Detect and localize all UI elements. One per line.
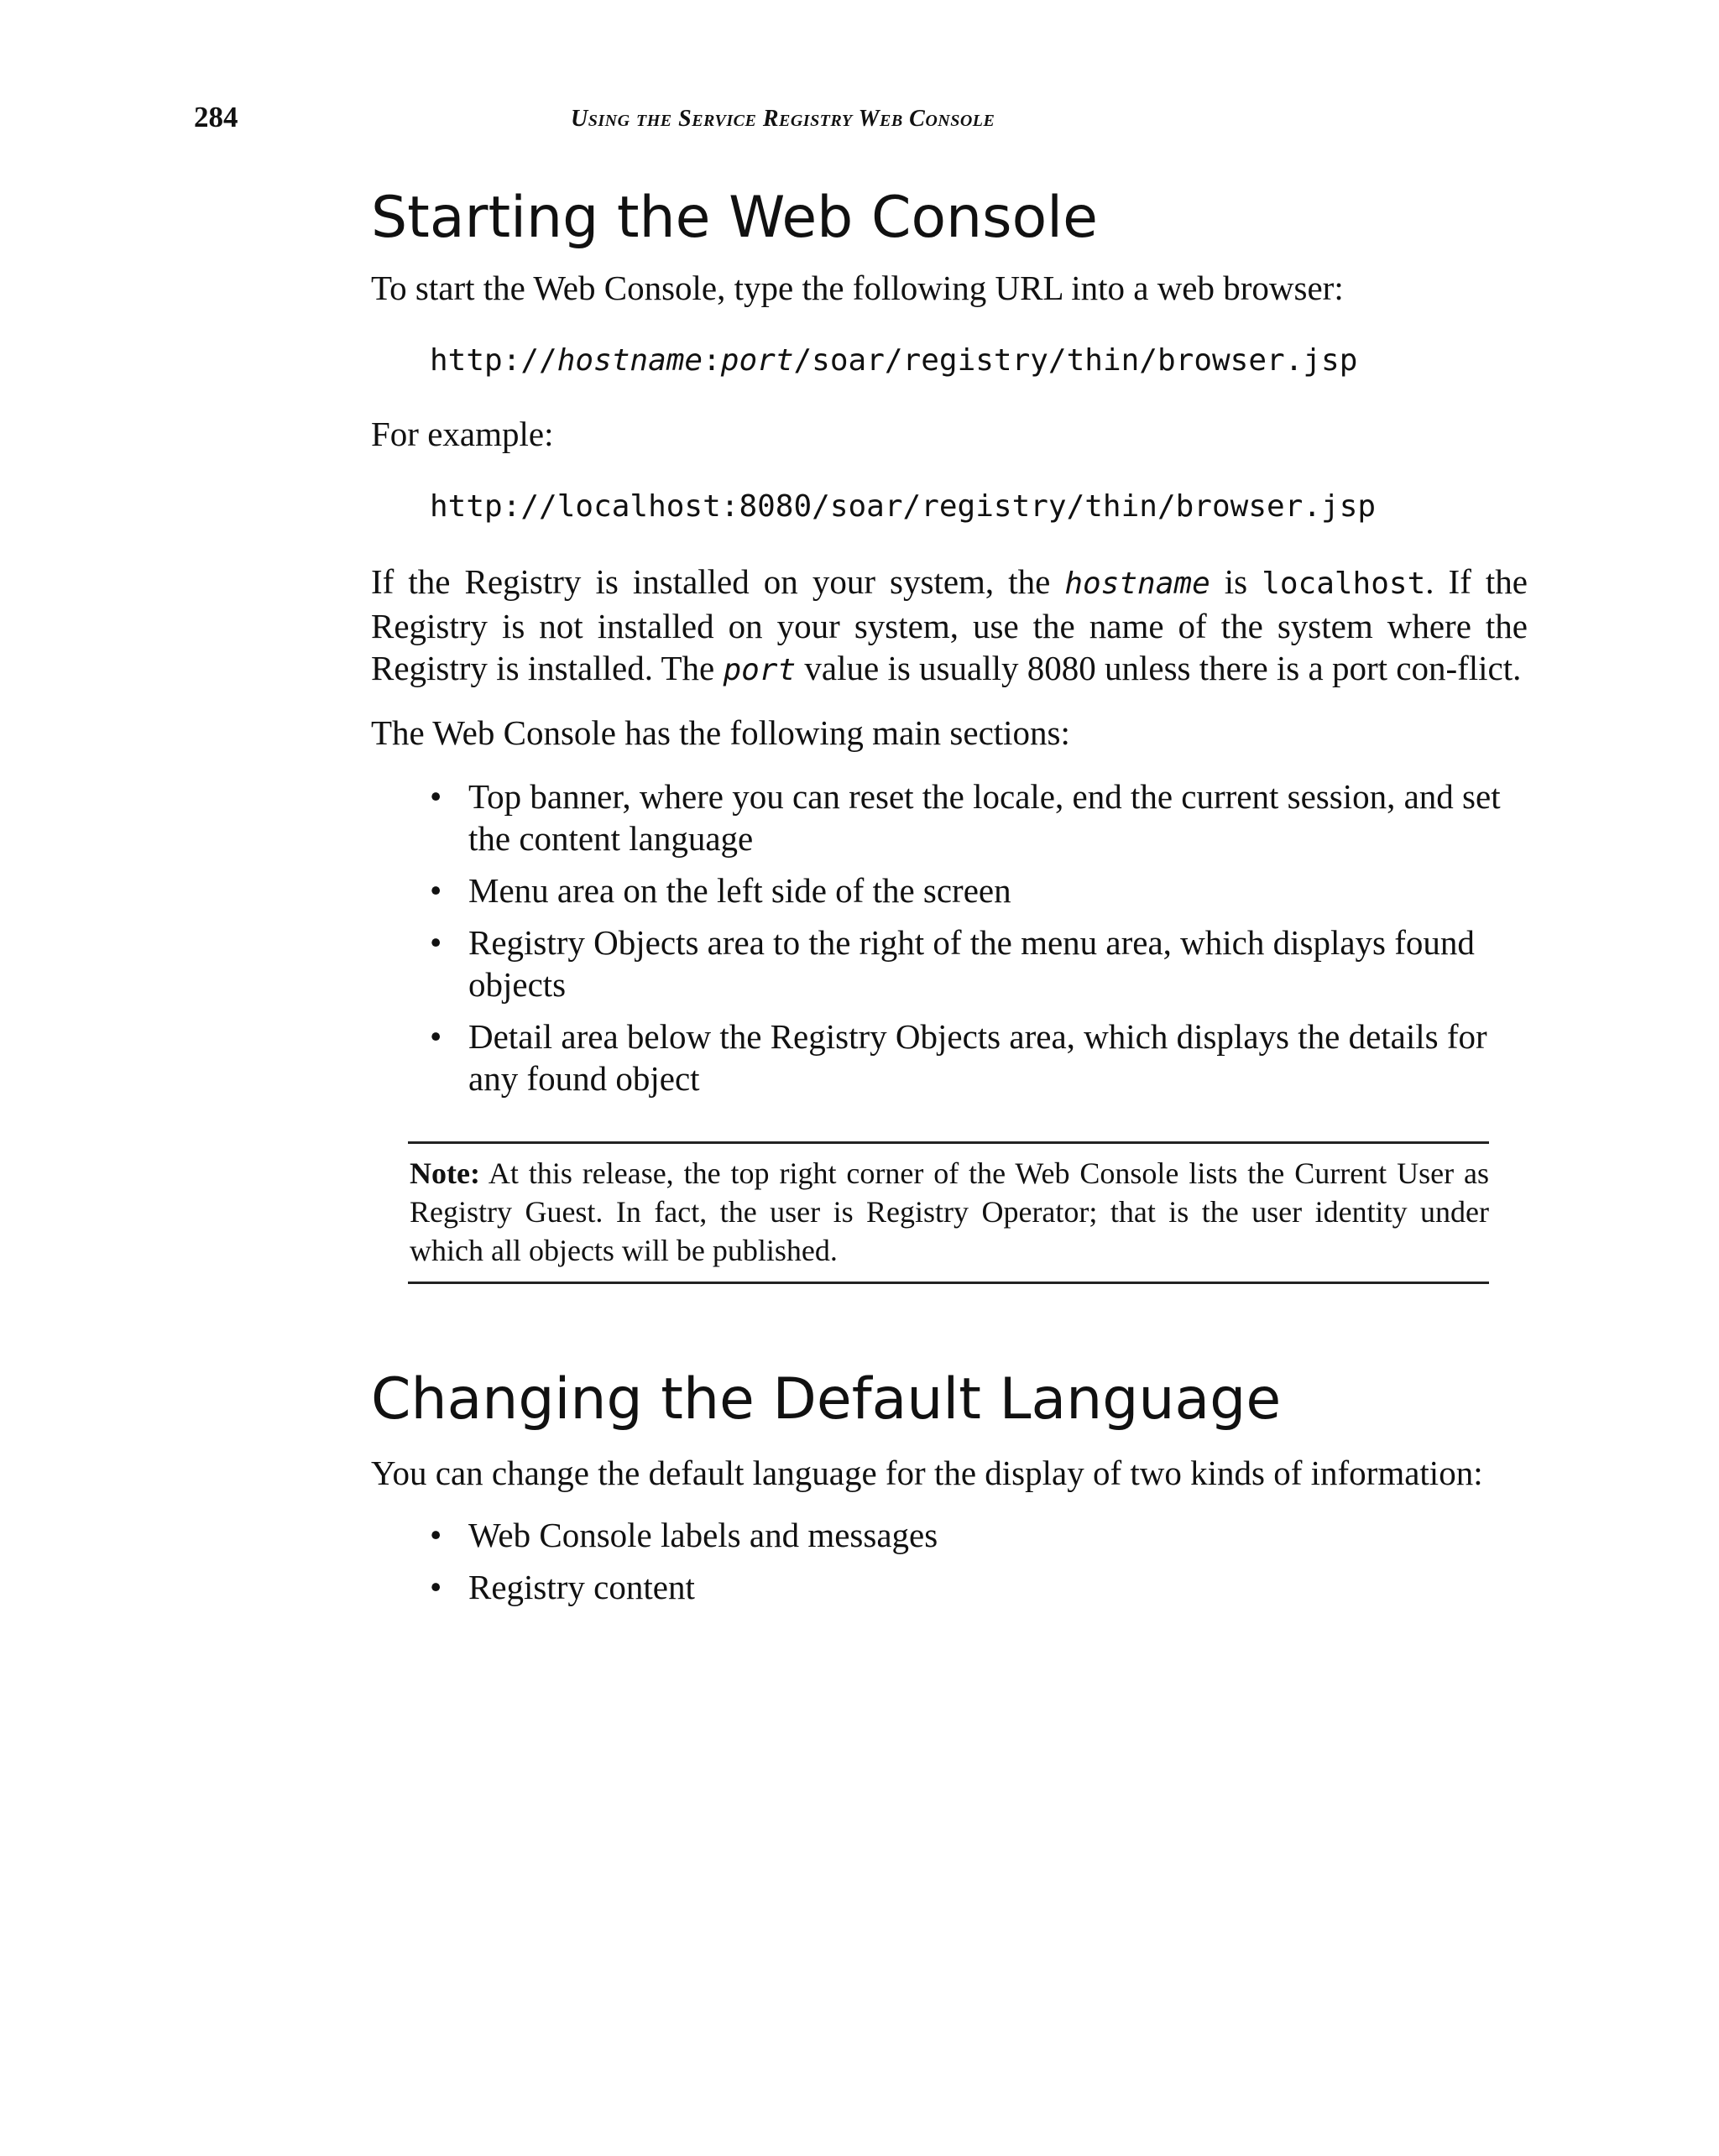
- page-number: 284: [194, 101, 238, 133]
- bullet: •: [430, 777, 442, 816]
- hostname-explanation-paragraph: [371, 561, 1528, 692]
- intro-paragraph: To start the Web Console, type the following URL into a web browser:: [371, 269, 1344, 307]
- sections-intro: The Web Console has the following main sections:: [371, 713, 1070, 752]
- list-item-text: Detail area below the Registry Objects area, which displays the details for any found object: [468, 1017, 1487, 1098]
- example-url: http://localhost:8080/soar/registry/thin/browser.jsp: [430, 489, 1377, 524]
- url-port-placeholder: port: [720, 343, 794, 378]
- url-suffix: /soar/registry/thin/browser.jsp: [793, 343, 1358, 378]
- list-item: [430, 775, 1528, 859]
- list-item: [430, 921, 1528, 1005]
- bullet: •: [430, 1568, 442, 1606]
- url-hostname-placeholder: hostname: [556, 343, 703, 378]
- bullet: •: [430, 1017, 442, 1056]
- list-item-text: Web Console labels and messages: [468, 1516, 938, 1554]
- list-item: [430, 1566, 1528, 1608]
- section-heading-starting-web-console: Starting the Web Console: [371, 185, 1098, 251]
- url-template: [371, 342, 1528, 379]
- bullet: •: [430, 923, 442, 962]
- explanation-text-1: If the Registry is installed on your system, the: [371, 562, 1065, 601]
- localhost-term: localhost: [1262, 566, 1426, 601]
- note-text: At this release, the top right corner of the Web Console lists the Current User as Registry Guest. In fact, the user is Registry Operator; that is the user identity under which all objects will be published.: [410, 1156, 1489, 1267]
- bullet: •: [430, 871, 442, 910]
- list-item-text: Registry Objects area to the right of the menu area, which displays found objects: [468, 923, 1475, 1004]
- explanation-text-3: . If the Registry is not installed on your system, use the name of the system where the Registry is installed. The: [371, 562, 1528, 687]
- list-item-text: Menu area on the left side of the screen: [468, 871, 1011, 910]
- note-label: Note:: [410, 1156, 480, 1190]
- section-heading-changing-default-language: Changing the Default Language: [371, 1366, 1282, 1433]
- main-sections-list: [371, 775, 1528, 1099]
- url-colon: :: [703, 343, 721, 378]
- list-item: [430, 1514, 1528, 1556]
- explanation-text-2: is: [1210, 562, 1262, 601]
- list-item-text: Registry content: [468, 1568, 695, 1606]
- explanation-text-4: value is usually 8080 unless there is a port con-flict.: [796, 649, 1522, 687]
- bullet: •: [430, 1516, 442, 1554]
- port-term: port: [723, 653, 797, 687]
- note-box: [408, 1141, 1489, 1284]
- running-head: Using the Service Registry Web Console: [571, 106, 995, 132]
- language-info-list: [371, 1514, 1528, 1608]
- hostname-term: hostname: [1064, 566, 1210, 601]
- language-intro-paragraph: You can change the default language for the display of two kinds of information:: [371, 1454, 1483, 1492]
- for-example-label: For example:: [371, 415, 554, 453]
- list-item: [430, 869, 1528, 911]
- list-item-text: Top banner, where you can reset the locale, end the current session, and set the content language: [468, 777, 1501, 858]
- page-content: [371, 185, 1528, 1618]
- url-prefix: http://: [430, 343, 557, 378]
- list-item: [430, 1015, 1528, 1099]
